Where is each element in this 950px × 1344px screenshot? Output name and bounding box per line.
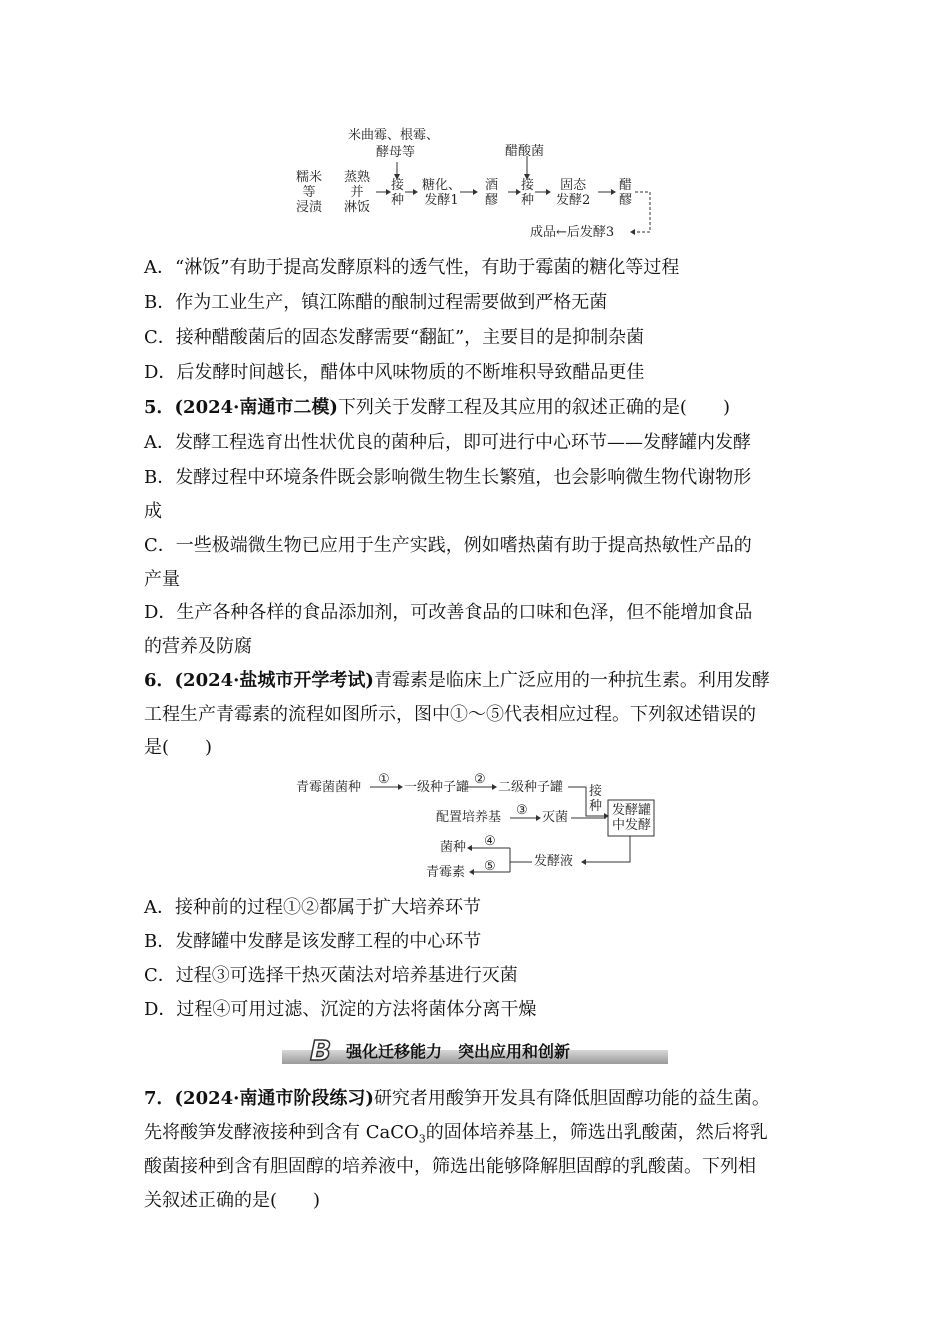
step-circle-1: ①: [378, 772, 390, 787]
q7-stem-line1: 7．(2024·南通市阶段练习)研究者用酸笋开发具有降低胆固醇功能的益生菌。: [144, 1088, 770, 1109]
mold-label-line2: 酵母等: [376, 145, 416, 160]
q5-number: 5．: [144, 397, 175, 418]
step-circle-2: ②: [474, 772, 486, 787]
q4-option-c: C．接种醋酸菌后的固态发酵需要“翻缸”，主要目的是抑制杂菌: [144, 327, 645, 348]
q4-option-d: D．后发酵时间越长，醋体中风味物质的不断堆积导致醋品更佳: [144, 362, 645, 383]
q5-option-d-line1: D．生产各种各样的食品添加剂，可改善食品的口味和色泽，但不能增加食品: [144, 602, 753, 623]
mold-label-line1: 米曲霉、根霉、: [348, 128, 440, 143]
q5-option-a: A．发酵工程选育出性状优良的菌种后，即可进行中心环节——发酵罐内发酵: [144, 432, 751, 453]
q5-option-c-line2: 产量: [144, 569, 180, 590]
second-seed-tank: 二级种子罐: [498, 780, 564, 795]
q4-option-b: B．作为工业生产，镇江陈醋的酿制过程需要做到严格无菌: [144, 292, 608, 313]
step-inoculate-1: 接 种: [391, 178, 405, 208]
q5-option-b-line2: 成: [144, 501, 162, 522]
fermenter-box: 发酵罐 中发酵: [612, 803, 652, 833]
step-soak: 糯米 等 浸渍: [296, 170, 323, 215]
q5-option-b-line1: B．发酵过程中环境条件既会影响微生物生长繁殖，也会影响微生物代谢物形: [144, 467, 752, 488]
step-steam: 蒸熟 并 淋饭: [344, 170, 371, 215]
q6-stem-line2: 工程生产青霉素的流程如图所示，图中①～⑤代表相应过程。下列叙述错误的: [144, 704, 756, 725]
q6-stem-line1: 6．(2024·盐城市开学考试)青霉素是临床上广泛应用的一种抗生素。利用发酵: [144, 670, 770, 691]
q6-source: (2024·盐城市开学考试): [174, 670, 374, 691]
prepare-medium: 配置培养基: [436, 810, 502, 825]
acetic-bacteria-label: 醋酸菌: [505, 144, 545, 159]
q5-question: 下列关于发酵工程及其应用的叙述正确的是( ): [337, 397, 730, 418]
q6-option-d: D．过程④可用过滤、沉淀的方法将菌体分离干燥: [144, 999, 537, 1020]
step-saccharify: 糖化、 发酵1: [422, 178, 462, 208]
step-circle-3: ③: [516, 803, 528, 818]
q5-stem: [144, 396, 730, 420]
step-circle-5: ⑤: [484, 859, 496, 874]
q7-stem-line4: 关叙述正确的是( ): [144, 1190, 321, 1211]
q6-stem-line3: 是( ): [144, 737, 213, 758]
q6-number: 6．: [144, 670, 175, 691]
first-seed-tank: 一级种子罐: [404, 780, 470, 795]
step-inoculate-2: 接 种: [521, 178, 535, 208]
vinegar-process-diagram: [290, 126, 670, 246]
q7-source: (2024·南通市阶段练习): [174, 1088, 374, 1109]
q7-stem-line3: 酸菌接种到含有胆固醇的培养液中，筛选出能够降解胆固醇的乳酸菌。下列相: [144, 1156, 756, 1177]
q6-option-c: C．过程③可选择干热灭菌法对培养基进行灭菌: [144, 965, 518, 986]
sterilization: 灭菌: [542, 810, 569, 825]
q5-source: (2024·南通市二模): [174, 397, 338, 418]
q7-stem-line2: 先将酸笋发酵液接种到含有 CaCO$_3$的固体培养基上，筛选出乳酸菌，然后将乳: [144, 1122, 768, 1146]
step-post-ferment: 成品←后发酵3: [530, 225, 615, 240]
section-banner: [282, 1036, 668, 1066]
q5-option-c-line1: C．一些极端微生物已应用于生产实践，例如嗜热菌有助于提高热敏性产品的: [144, 535, 752, 556]
cells-output: 菌种: [440, 840, 467, 855]
step-vinegar-mash: 醋 醪: [619, 178, 633, 208]
banner-letter: B: [310, 1034, 332, 1067]
step-solid-ferment: 固态 发酵2: [556, 178, 591, 208]
penicillin-process-diagram: [296, 772, 666, 884]
q5-option-d-line2: 的营养及防腐: [144, 636, 252, 657]
penicillin-output: 青霉素: [426, 865, 466, 880]
banner-title: 强化迁移能力 突出应用和创新: [346, 1042, 571, 1061]
fermentation-broth: 发酵液: [534, 854, 574, 869]
q4-option-a: A．“淋饭”有助于提高发酵原料的透气性，有助于霉菌的糖化等过程: [144, 257, 680, 278]
q6-option-a: A．接种前的过程①②都属于扩大培养环节: [144, 897, 481, 918]
step-wine-mash: 酒 醪: [485, 178, 499, 208]
inoculate-label: 接 种: [589, 784, 603, 814]
q7-number: 7．: [144, 1088, 175, 1109]
step-circle-4: ④: [484, 834, 496, 849]
q6-option-b: B．发酵罐中发酵是该发酵工程的中心环节: [144, 931, 482, 952]
penicillium-strain: 青霉菌菌种: [296, 780, 362, 795]
